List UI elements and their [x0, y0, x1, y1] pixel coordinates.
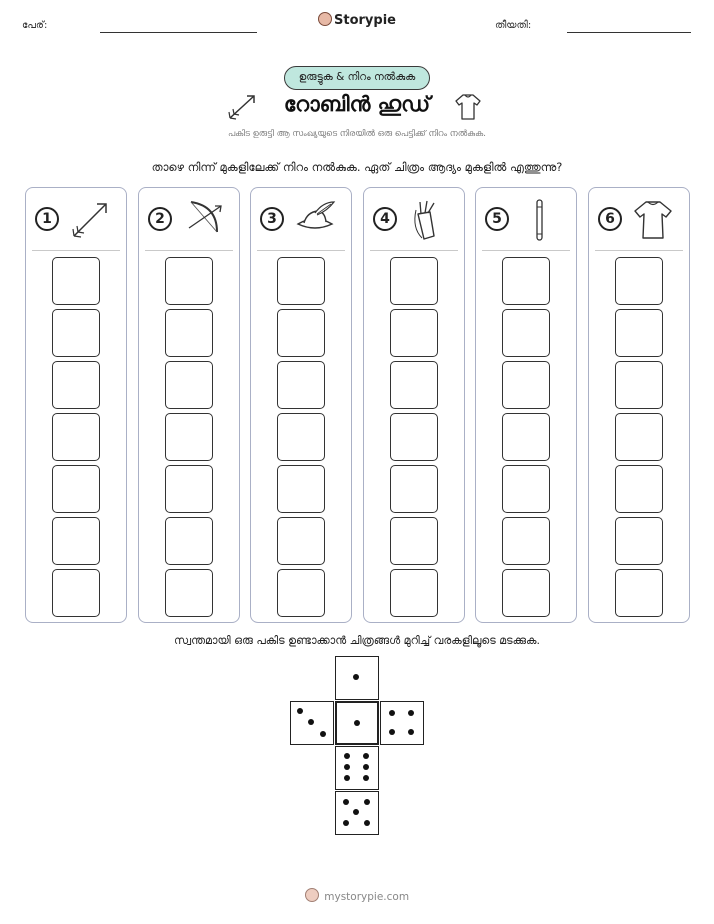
staff-icon	[518, 198, 562, 242]
pip	[389, 729, 395, 735]
color-box[interactable]	[277, 413, 325, 461]
column-number: 6	[598, 207, 622, 231]
color-box[interactable]	[52, 465, 100, 513]
page-title: റോബിൻ ഹുഡ്	[283, 92, 431, 116]
color-box[interactable]	[277, 517, 325, 565]
color-box[interactable]	[390, 569, 438, 617]
pip	[308, 719, 314, 725]
pip	[389, 710, 395, 716]
column-4	[363, 187, 465, 623]
column-6	[588, 187, 690, 623]
feathered-hat-icon	[293, 198, 337, 242]
color-box[interactable]	[502, 257, 550, 305]
color-box[interactable]	[52, 257, 100, 305]
color-box[interactable]	[165, 257, 213, 305]
arrow-icon	[68, 198, 112, 242]
color-box[interactable]	[502, 465, 550, 513]
column-1	[25, 187, 127, 623]
color-box[interactable]	[615, 569, 663, 617]
color-box[interactable]	[52, 517, 100, 565]
color-box[interactable]	[502, 517, 550, 565]
color-box[interactable]	[390, 413, 438, 461]
color-box[interactable]	[390, 309, 438, 357]
column-divider	[32, 250, 120, 251]
name-field[interactable]	[100, 32, 257, 33]
pip	[353, 809, 359, 815]
pip	[363, 764, 369, 770]
color-box[interactable]	[615, 517, 663, 565]
column-divider	[370, 250, 458, 251]
color-box[interactable]	[52, 569, 100, 617]
pip	[363, 775, 369, 781]
footer-url[interactable]: mystorypie.com	[324, 891, 410, 903]
name-label: പേര്:	[22, 20, 48, 31]
activity-badge: ഉരുട്ടുക & നിറം നൽകുക	[284, 66, 430, 90]
color-box[interactable]	[165, 569, 213, 617]
column-divider	[145, 250, 233, 251]
color-box[interactable]	[277, 465, 325, 513]
color-box[interactable]	[165, 309, 213, 357]
pip	[344, 775, 350, 781]
column-number: 5	[485, 207, 509, 231]
color-box[interactable]	[615, 465, 663, 513]
pip	[343, 799, 349, 805]
color-box[interactable]	[390, 465, 438, 513]
color-box[interactable]	[165, 517, 213, 565]
dice-face-3	[290, 701, 334, 745]
dice-face-1	[335, 701, 379, 745]
pip	[408, 710, 414, 716]
pip	[363, 753, 369, 759]
column-number: 1	[35, 207, 59, 231]
color-box[interactable]	[165, 465, 213, 513]
pip	[320, 731, 326, 737]
storypie-bear-icon	[318, 12, 332, 26]
color-box[interactable]	[165, 413, 213, 461]
instruction-text: താഴെ നിന്ന് മുകളിലേക്ക് നിറം നൽകുക. ഏത് ചിത്രം ആദ്യം മുകളിൽ എത്തുന്നു?	[151, 160, 563, 174]
pip	[364, 799, 370, 805]
color-box[interactable]	[390, 257, 438, 305]
color-box[interactable]	[277, 361, 325, 409]
color-box[interactable]	[390, 517, 438, 565]
column-2	[138, 187, 240, 623]
bow-icon	[181, 198, 225, 242]
column-divider	[595, 250, 683, 251]
color-box[interactable]	[615, 257, 663, 305]
date-label: തീയതി:	[495, 20, 532, 31]
color-box[interactable]	[502, 309, 550, 357]
column-number: 3	[260, 207, 284, 231]
column-number: 2	[148, 207, 172, 231]
color-box[interactable]	[615, 309, 663, 357]
dice-face-4	[380, 701, 424, 745]
color-box[interactable]	[277, 569, 325, 617]
pip	[297, 708, 303, 714]
subtitle: പകിട ഉരുട്ടി ആ സംഖ്യയുടെ നിരയിൽ ഒരു പെട്ടിക്ക് നിറം നൽകുക.	[228, 129, 486, 139]
brand-name: Storypie	[334, 13, 396, 28]
pip	[353, 674, 359, 680]
date-field[interactable]	[567, 32, 691, 33]
pip	[408, 729, 414, 735]
brand-logo	[0, 12, 714, 28]
dice-face-1	[335, 656, 379, 700]
color-box[interactable]	[52, 413, 100, 461]
column-5	[475, 187, 577, 623]
color-box[interactable]	[502, 569, 550, 617]
dice-instruction: സ്വന്തമായി ഒരു പകിട ഉണ്ടാക്കാൻ ചിത്രങ്ങൾ മുറിച്ച് വരകളിലൂടെ മടക്കുക.	[174, 634, 540, 647]
column-3	[250, 187, 352, 623]
tunic-icon	[631, 198, 675, 242]
pip	[354, 720, 360, 726]
column-divider	[257, 250, 345, 251]
pip	[364, 820, 370, 826]
dice-face-6	[335, 746, 379, 790]
color-box[interactable]	[615, 361, 663, 409]
pip	[343, 820, 349, 826]
title-tunic-icon	[453, 92, 483, 122]
color-box[interactable]	[390, 361, 438, 409]
quiver-icon	[406, 198, 450, 242]
pip	[344, 764, 350, 770]
color-box[interactable]	[502, 361, 550, 409]
pip	[344, 753, 350, 759]
color-box[interactable]	[277, 309, 325, 357]
color-box[interactable]	[52, 309, 100, 357]
color-box[interactable]	[615, 413, 663, 461]
color-box[interactable]	[277, 257, 325, 305]
footer	[0, 888, 714, 903]
color-box[interactable]	[165, 361, 213, 409]
dice-face-5	[335, 791, 379, 835]
column-divider	[482, 250, 570, 251]
dice-net	[290, 656, 424, 836]
color-box[interactable]	[52, 361, 100, 409]
color-box[interactable]	[502, 413, 550, 461]
column-number: 4	[373, 207, 397, 231]
storypie-bear-icon	[305, 888, 319, 902]
